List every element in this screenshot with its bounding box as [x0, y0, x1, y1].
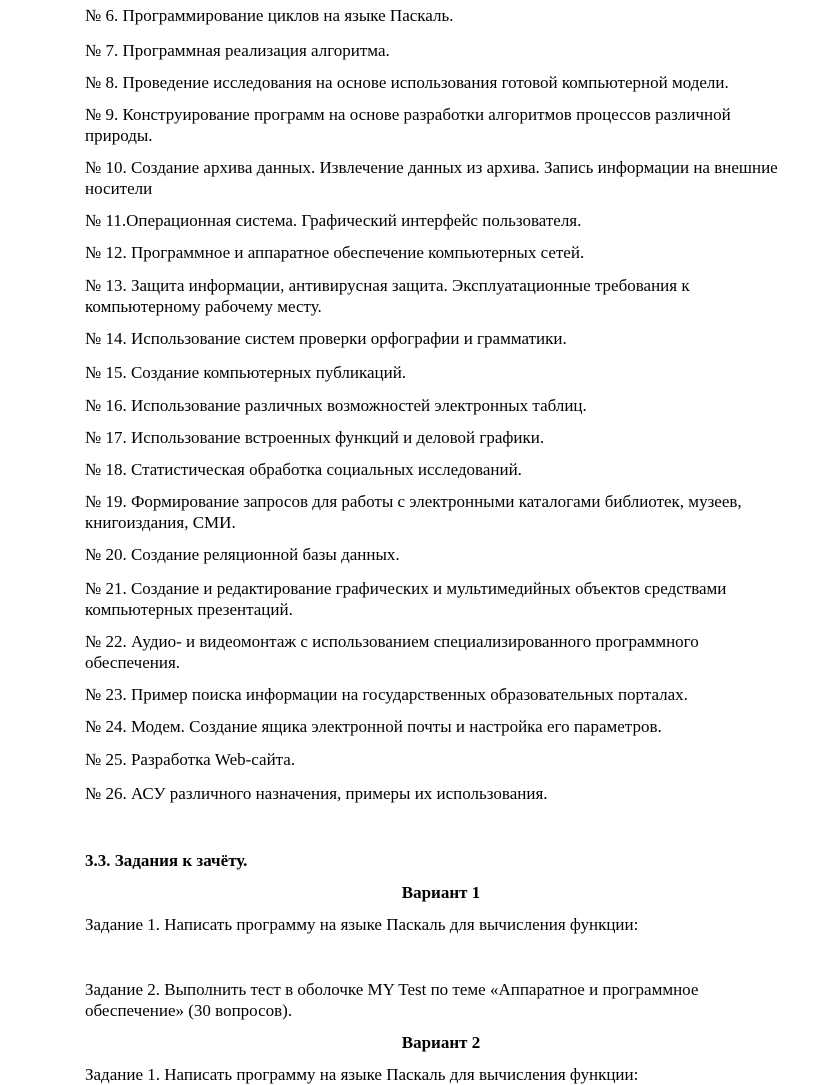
list-item-16: № 16. Использование различных возможностей электронных таблиц.: [85, 396, 587, 415]
list-item-21: № 21. Создание и редактирование графических и мультимедийных объектов средствами компьютерных презентаций.: [85, 579, 727, 619]
list-item-26: № 26. АСУ различного назначения, примеры их использования.: [85, 784, 548, 803]
section-heading: 3.3. Задания к зачёту.: [85, 851, 248, 870]
list-item-18: № 18. Статистическая обработка социальных исследований.: [85, 460, 522, 479]
list-item-11: № 11.Операционная система. Графический интерфейс пользователя.: [85, 211, 582, 230]
variant-1-task-1: Задание 1. Написать программу на языке Паскаль для вычисления функции:: [85, 915, 639, 934]
list-item-23: № 23. Пример поиска информации на государственных образовательных порталах.: [85, 685, 688, 704]
list-item-19: № 19. Формирование запросов для работы с электронными каталогами библиотек, музеев, книгоиздания, СМИ.: [85, 492, 742, 532]
variant-1-task-2: Задание 2. Выполнить тест в оболочке MY Test по теме «Аппаратное и программное обеспечение» (30 вопросов).: [85, 980, 699, 1020]
list-item-10: № 10. Создание архива данных. Извлечение данных из архива. Запись информации на внешние носители: [85, 158, 778, 198]
list-item-24: № 24. Модем. Создание ящика электронной почты и настройка его параметров.: [85, 717, 662, 736]
list-item-25: № 25. Разработка Web-сайта.: [85, 750, 296, 769]
list-item-13: № 13. Защита информации, антивирусная защита. Эксплуатационные требования к компьютерному рабочему месту.: [85, 276, 690, 316]
list-item-6: № 6. Программирование циклов на языке Паскаль.: [85, 6, 454, 25]
variant-2-task-1: Задание 1. Написать программу на языке Паскаль для вычисления функции:: [85, 1065, 639, 1084]
list-item-17: № 17. Использование встроенных функций и деловой графики.: [85, 428, 545, 447]
list-item-8: № 8. Проведение исследования на основе использования готовой компьютерной модели.: [85, 73, 729, 92]
list-item-7: № 7. Программная реализация алгоритма.: [85, 41, 390, 60]
list-item-15: № 15. Создание компьютерных публикаций.: [85, 363, 407, 382]
list-item-12: № 12. Программное и аппаратное обеспечение компьютерных сетей.: [85, 243, 585, 262]
variant-2-title: Вариант 2: [401, 1033, 481, 1052]
list-item-22: № 22. Аудио- и видеомонтаж с использованием специализированного программного обеспечения.: [85, 632, 699, 672]
list-item-20: № 20. Создание реляционной базы данных.: [85, 545, 400, 564]
list-item-9: № 9. Конструирование программ на основе разработки алгоритмов процессов различной природы.: [85, 105, 731, 145]
list-item-14: № 14. Использование систем проверки орфографии и грамматики.: [85, 329, 567, 348]
variant-1-title: Вариант 1: [401, 883, 481, 902]
